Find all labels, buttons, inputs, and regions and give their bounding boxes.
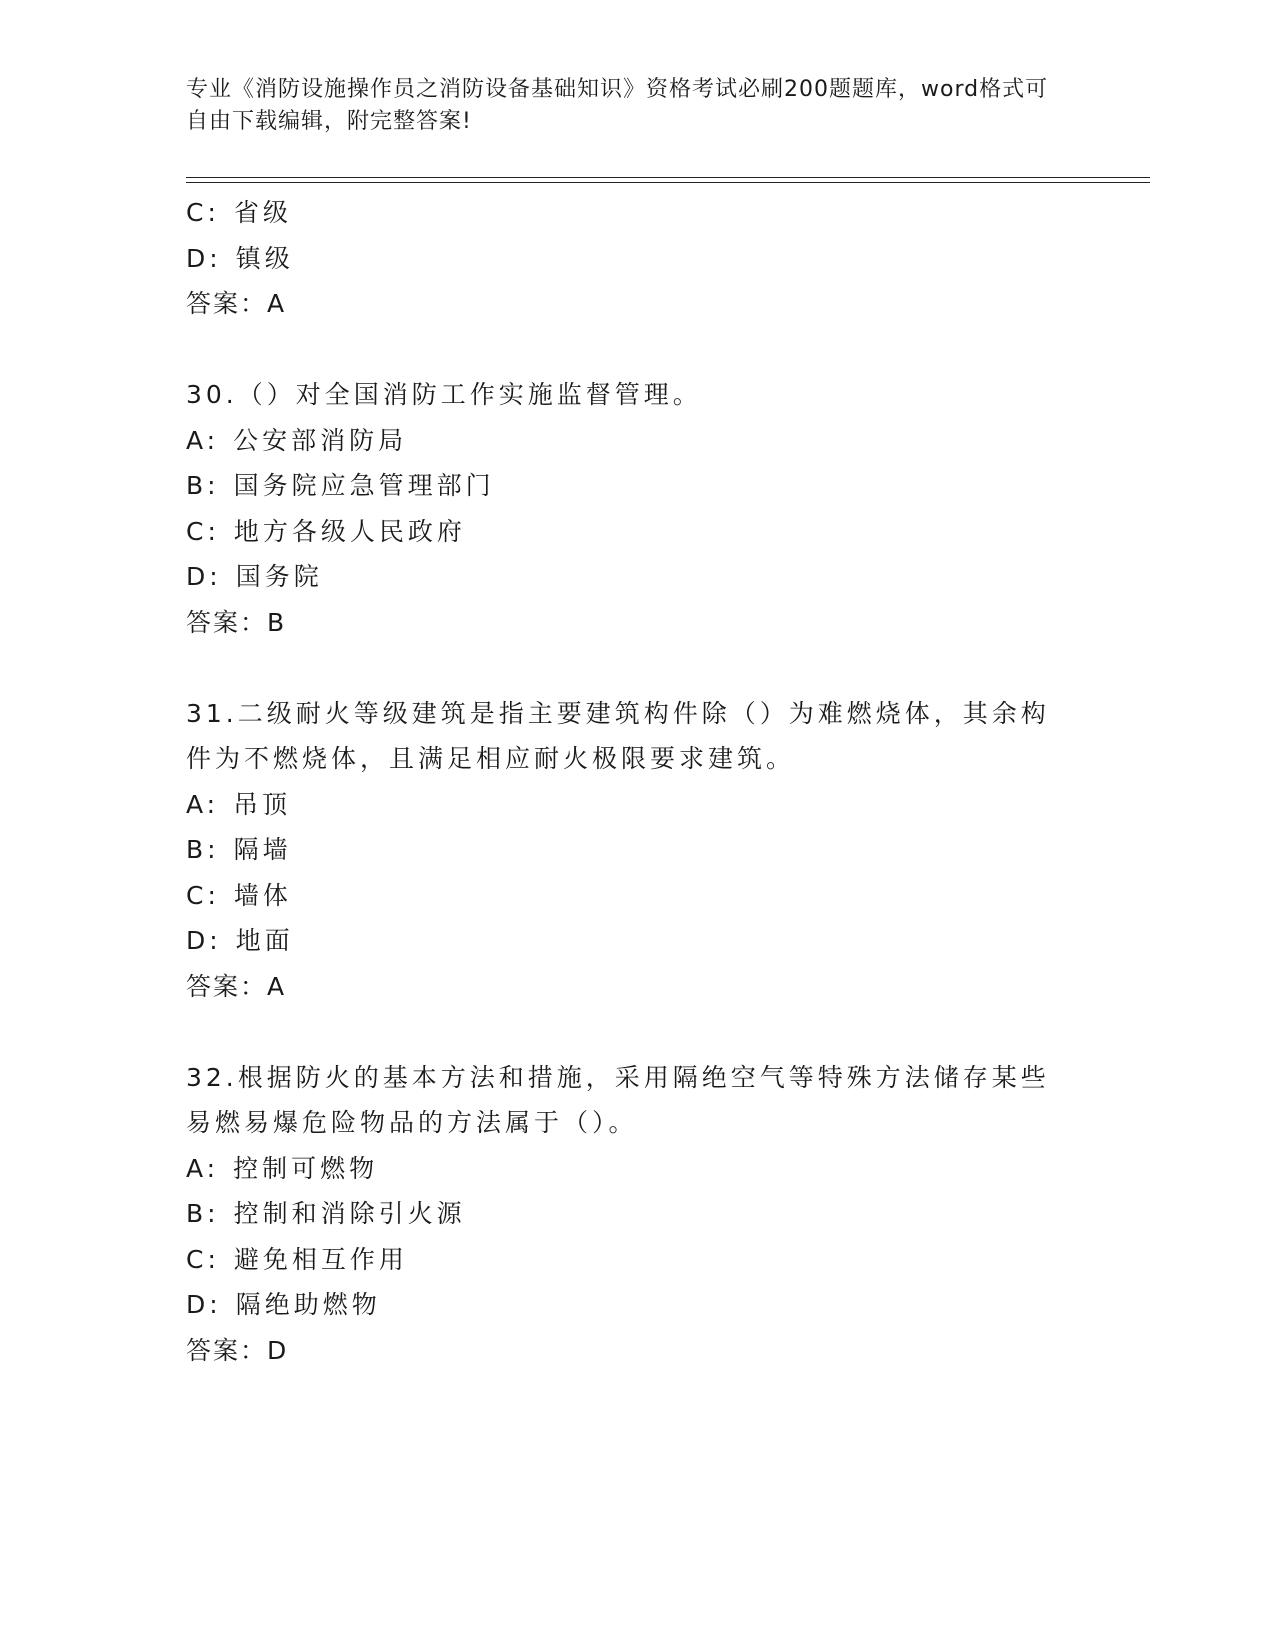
spacer xyxy=(186,1009,1066,1055)
option-row xyxy=(186,782,1066,828)
option-key: C: xyxy=(186,198,220,227)
option-text: 隔墙 xyxy=(233,835,292,864)
option-text: 国务院 xyxy=(235,562,323,591)
option-text: 控制和消除引火源 xyxy=(233,1199,466,1228)
option-key: D: xyxy=(186,926,222,955)
answer-line: 答案：B xyxy=(186,607,287,637)
option-text: 地方各级人民政府 xyxy=(233,516,466,546)
option-text: 国务院应急管理部门 xyxy=(233,471,495,500)
option-key: B: xyxy=(186,1199,220,1228)
option-key: B: xyxy=(186,471,220,500)
option-row xyxy=(186,1191,1066,1237)
option-row xyxy=(186,1146,1066,1192)
option-text: 控制可燃物 xyxy=(233,1153,379,1183)
option-key: B: xyxy=(186,835,220,864)
question-text: 32.根据防火的基本方法和措施，采用隔绝空气等特殊方法储存某些易燃易爆危险物品的方法属于（）。 xyxy=(186,1062,1050,1137)
header-text: 专业《消防设施操作员之消防设备基础知识》资格考试必刷200题题库，word格式可自由下载编辑，附完整答案! xyxy=(186,77,1049,134)
question-text: 31.二级耐火等级建筑是指主要建筑构件除（）为难燃烧体，其余构件为不燃烧体，且满足相应耐火极限要求建筑。 xyxy=(186,698,1050,773)
header-rule-top xyxy=(186,177,1150,178)
option-row xyxy=(186,418,1066,464)
option-text: 墙体 xyxy=(233,880,292,910)
option-key: C: xyxy=(186,516,220,546)
option-row xyxy=(186,827,1066,873)
option-text: 镇级 xyxy=(235,243,294,273)
option-row xyxy=(186,1282,1066,1328)
option-row xyxy=(186,554,1066,600)
question-content xyxy=(186,190,1066,1373)
option-row xyxy=(186,236,1066,282)
option-text: 隔绝助燃物 xyxy=(235,1290,381,1319)
option-key: A: xyxy=(186,1153,220,1183)
page-header xyxy=(186,74,1066,138)
option-key: D: xyxy=(186,1290,222,1319)
question-block xyxy=(186,691,1066,1010)
option-row xyxy=(186,463,1066,509)
answer-line: 答案：A xyxy=(186,971,287,1001)
option-text: 省级 xyxy=(233,198,292,227)
option-key: A: xyxy=(186,425,220,455)
option-text: 公安部消防局 xyxy=(233,425,408,455)
option-key: A: xyxy=(186,789,220,819)
answer-line: 答案：D xyxy=(186,1335,289,1365)
spacer xyxy=(186,645,1066,691)
spacer xyxy=(186,327,1066,373)
question-block xyxy=(186,372,1066,645)
option-text: 避免相互作用 xyxy=(233,1244,408,1274)
option-row xyxy=(186,509,1066,555)
question-block xyxy=(186,1055,1066,1374)
option-key: D: xyxy=(186,562,222,591)
option-text: 地面 xyxy=(235,926,294,955)
option-row xyxy=(186,190,1066,236)
option-row xyxy=(186,918,1066,964)
header-rule-bottom xyxy=(186,182,1150,183)
option-text: 吊顶 xyxy=(233,789,292,819)
option-row xyxy=(186,873,1066,919)
question-text: 30.（）对全国消防工作实施监督管理。 xyxy=(186,380,702,409)
option-row xyxy=(186,1237,1066,1283)
option-key: C: xyxy=(186,880,220,910)
prev-question-block xyxy=(186,190,1066,327)
answer-line: 答案：A xyxy=(186,289,287,318)
option-key: D: xyxy=(186,243,222,273)
option-key: C: xyxy=(186,1244,220,1274)
